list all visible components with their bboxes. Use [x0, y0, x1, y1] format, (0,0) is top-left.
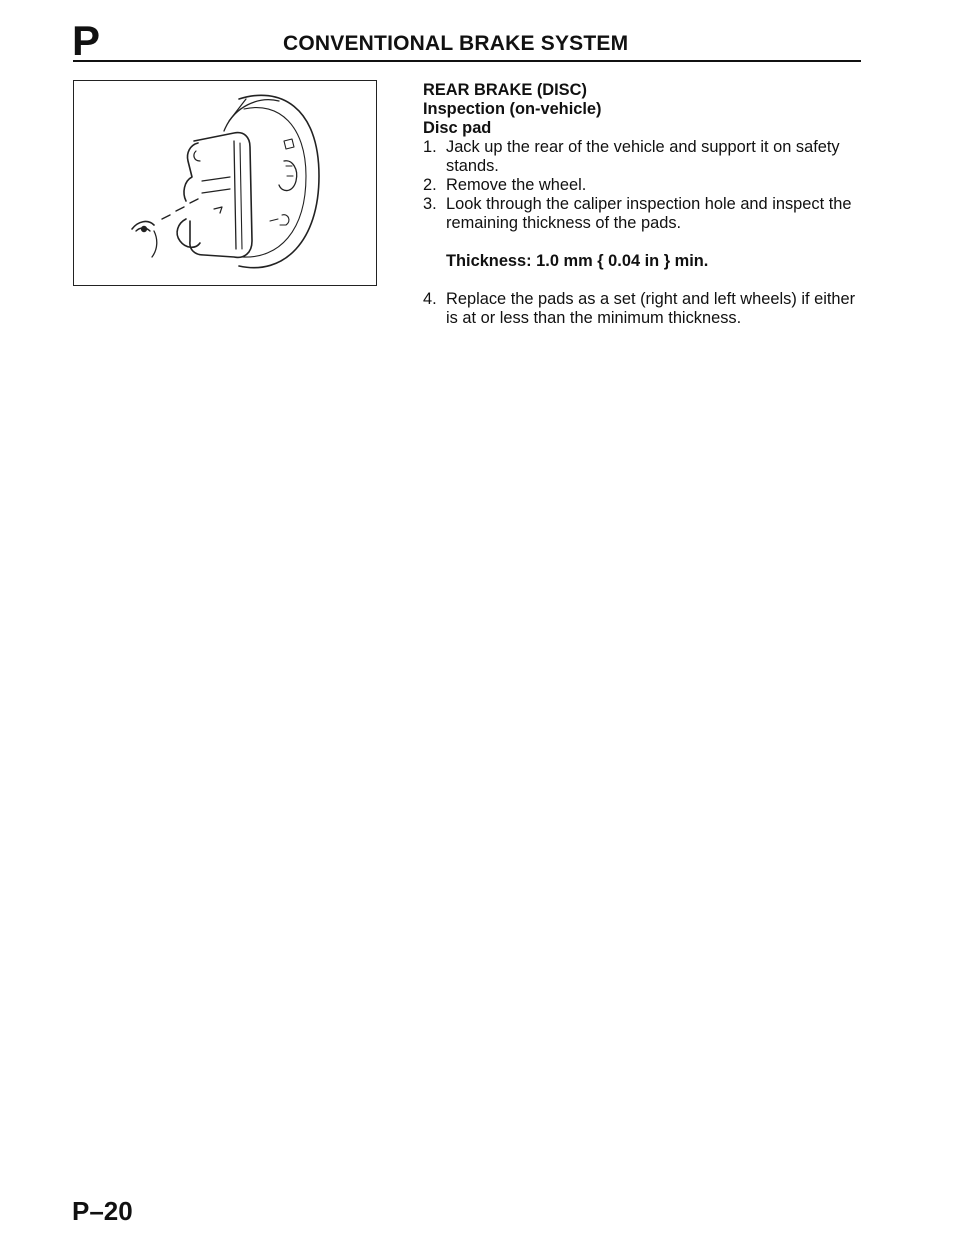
section-letter: P — [72, 17, 101, 64]
step-text: Replace the pads as a set (right and left wheels) if either is at or less than the minimum thickness. — [446, 290, 856, 327]
steps-list — [423, 138, 863, 233]
step-number: 2. — [423, 176, 437, 194]
list-item — [423, 176, 863, 195]
step-text: Jack up the rear of the vehicle and support it on safety stands. — [446, 138, 840, 175]
list-item — [423, 195, 863, 233]
subheading: Inspection (on-vehicle) — [423, 100, 602, 118]
step-text: Look through the caliper inspection hole and inspect the remaining thickness of the pads. — [446, 195, 852, 232]
page-title: CONVENTIONAL BRAKE SYSTEM — [283, 32, 629, 55]
step-number: 1. — [423, 138, 437, 156]
step-text: Remove the wheel. — [446, 176, 587, 194]
page-number: P–20 — [72, 1196, 133, 1226]
steps-list-continued — [423, 290, 863, 328]
content-column — [423, 81, 863, 328]
topic-heading: Disc pad — [423, 119, 492, 137]
list-item — [423, 290, 863, 328]
list-item — [423, 138, 863, 176]
step-number: 3. — [423, 195, 437, 213]
brake-illustration — [73, 80, 377, 286]
caliper-disc-drawing — [74, 81, 376, 285]
caliper-body — [190, 133, 252, 258]
header-rule — [73, 60, 861, 62]
thickness-spec: Thickness: 1.0 mm { 0.04 in } min. — [446, 252, 709, 270]
step-number: 4. — [423, 290, 437, 308]
section-heading: REAR BRAKE (DISC) — [423, 81, 587, 99]
